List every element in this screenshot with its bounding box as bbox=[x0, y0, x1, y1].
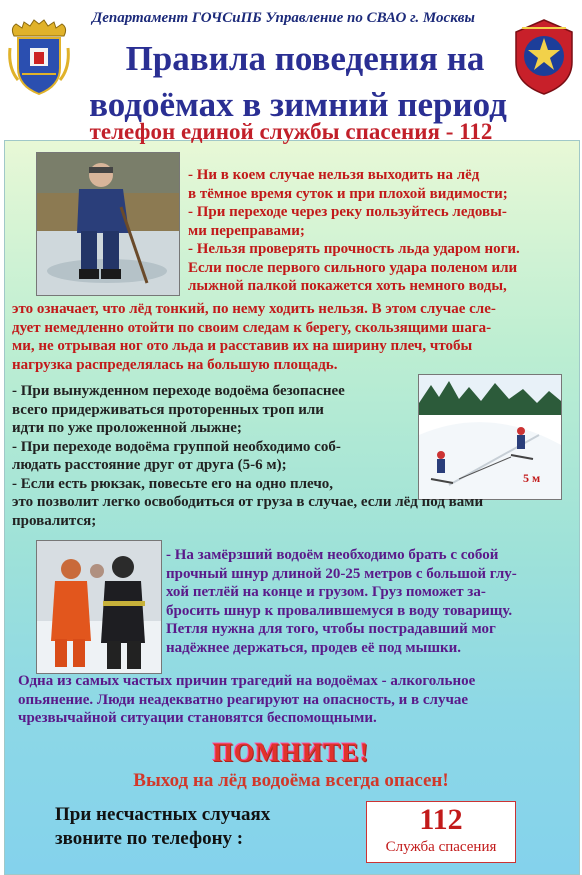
page-title-line1: Правила поведения на bbox=[125, 39, 485, 78]
page-title-line2: водоёмах в зимний период bbox=[89, 85, 507, 124]
text-line: Одна из самых частых причин трагедий на водоёмах - алкогольное bbox=[18, 673, 476, 689]
text-line: это означает, что лёд тонкий, по нему ходить нельзя. В этом случае сле- bbox=[12, 301, 496, 317]
call-instructions bbox=[55, 803, 355, 851]
text-line: Петля нужна для того, чтобы пострадавший мог bbox=[166, 621, 496, 637]
call-line: звоните по телефону : bbox=[55, 828, 244, 849]
text-line: провалится; bbox=[12, 512, 97, 529]
text-line: прочный шнур длиной 20-25 метров с большой глу- bbox=[166, 565, 517, 582]
rescuers-photo bbox=[36, 540, 162, 674]
text-line: чрезвычайной ситуации становятся беспомощными. bbox=[18, 710, 377, 726]
emergency-number: 112 bbox=[419, 803, 463, 836]
text-line: идти по уже проложенной лыжне; bbox=[12, 420, 242, 436]
rescue-service-label: Служба спасения bbox=[385, 839, 497, 855]
section3-text bbox=[166, 546, 517, 657]
text-line: ми, не отрывая ног ото льда и расставив их на ширину плеч, чтобы bbox=[12, 338, 473, 354]
text-line: опьянение. Люди неадекватно реагируют на опасность, и в случае bbox=[18, 691, 469, 708]
district-coat-of-arms-icon bbox=[8, 18, 70, 98]
section1-text bbox=[188, 166, 520, 296]
department-name: Департамент ГОЧСиПБ Управление по СВАО г. Москвы bbox=[92, 10, 475, 26]
text-line: всего придерживаться проторенных троп или bbox=[12, 401, 324, 418]
distance-label: 5 м bbox=[523, 471, 541, 485]
text-line: в тёмное время суток и при плохой видимости; bbox=[188, 185, 508, 202]
ice-walker-photo bbox=[36, 152, 180, 296]
emergency-phone-banner: телефон единой службы спасения - 112 bbox=[89, 119, 493, 144]
text-line: нагрузка распределялась на большую площадь. bbox=[12, 356, 338, 373]
text-line: - Ни в коем случае нельзя выходить на лёд bbox=[188, 167, 480, 183]
section4-text bbox=[18, 672, 475, 728]
text-line: это позволит легко освободиться от груза в случае, если лёд под вами bbox=[12, 494, 484, 510]
text-line: бросить шнур к провалившемуся в воду товарищу. bbox=[166, 602, 513, 619]
text-line: хой петлёй на конце и грузом. Груз поможет за- bbox=[166, 584, 486, 600]
text-line: ми переправами; bbox=[188, 222, 305, 239]
text-line: лыжной палкой покажется хоть немного воды, bbox=[188, 278, 507, 294]
text-line: Если после первого сильного удара поленом или bbox=[188, 259, 518, 276]
call-line: При несчастных случаях bbox=[55, 804, 271, 825]
emergency-service-emblem-icon bbox=[512, 18, 576, 96]
danger-warning: Выход на лёд водоёма всегда опасен! bbox=[133, 770, 449, 791]
text-line: - Нельзя проверять прочность льда ударом ноги. bbox=[188, 241, 520, 257]
section1-continued bbox=[12, 300, 496, 374]
text-line: людать расстояние друг от друга (5-6 м); bbox=[12, 457, 287, 473]
text-line: - Если есть рюкзак, повесьте его на одно плечо, bbox=[12, 475, 334, 492]
text-line: надёжнее держаться, продев её под мышки. bbox=[166, 639, 462, 656]
text-line: - На замёрзший водоём необходимо брать с собой bbox=[166, 547, 499, 563]
text-line: дует немедленно отойти по своим следам к берегу, скользящими шага- bbox=[12, 319, 492, 336]
emergency-number-box bbox=[366, 801, 516, 863]
section2-text bbox=[12, 382, 483, 530]
text-line: - При переходе через реку пользуйтесь ледовы- bbox=[188, 204, 507, 220]
remember-heading: ПОМНИТЕ! bbox=[212, 738, 370, 767]
text-line: - При переходе водоёма группой необходимо соб- bbox=[12, 438, 341, 455]
text-line: - При вынужденном переходе водоёма безопаснее bbox=[12, 383, 345, 399]
